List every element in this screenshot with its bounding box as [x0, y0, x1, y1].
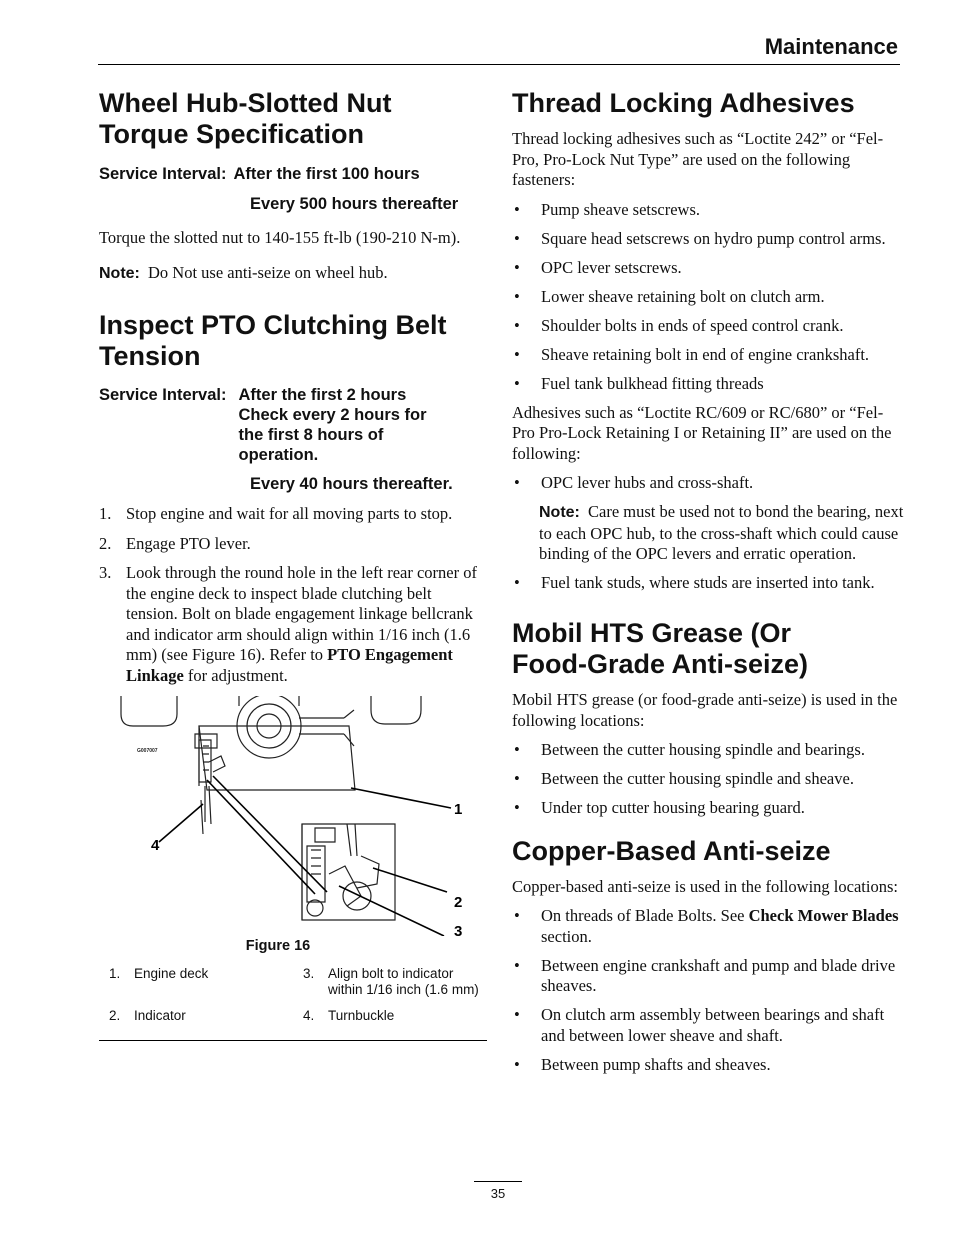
- interval-second: Every 40 hours thereafter.: [250, 475, 453, 493]
- bullet: •: [514, 740, 520, 759]
- bullet-text: OPC lever setscrews.: [541, 257, 682, 277]
- copper-bullet-list: [512, 906, 904, 1075]
- leader-3b: [213, 776, 327, 892]
- bullet-text: OPC lever hubs and cross-shaft.: [541, 473, 754, 492]
- list-item: [512, 200, 904, 221]
- bullet-text: Between the cutter housing spindle and bearings.: [541, 740, 865, 759]
- step-text-part: Look through the round hole in the left rear corner of the engine deck to inspect blade clutching belt tension. Bolt on blade engagement linkage bellcrank and indicator arm should align within 1/16 inch (1.6 mm) (see Figure 16). Refer to: [126, 563, 477, 664]
- legend-item: [293, 966, 487, 998]
- bullet-text: Between engine crankshaft and pump and blade drive sheaves.: [541, 955, 896, 995]
- bullet-text: On clutch arm assembly between bearings and shaft and between lower sheave and shaft.: [541, 1005, 885, 1045]
- list-item: [512, 229, 904, 250]
- bullet-text-part: On threads of Blade Bolts. See: [541, 906, 749, 925]
- figure-code: G007007: [137, 748, 158, 754]
- wheel-hub-body: Torque the slotted nut to 140-155 ft-lb (190-210 N-m).: [99, 228, 461, 247]
- bullet-text: [541, 906, 904, 947]
- bullet: •: [514, 572, 520, 592]
- bullet: •: [514, 955, 520, 975]
- note-text: Do Not use anti-seize on wheel hub.: [148, 262, 388, 282]
- list-item: [512, 316, 904, 337]
- right-column: [512, 88, 904, 1084]
- bullet-text: Lower sheave retaining bolt on clutch arm.: [541, 286, 825, 306]
- bullet-text: Shoulder bolts in ends of speed control crank.: [541, 315, 844, 335]
- bullet-text-part: section.: [541, 926, 592, 946]
- list-item: [512, 258, 904, 279]
- header-rule: [98, 64, 900, 65]
- service-interval-label: Service Interval:: [99, 386, 227, 404]
- page-number-rule: [474, 1181, 522, 1182]
- figure-16-illustration: [99, 696, 487, 936]
- step-number: 3.: [99, 563, 112, 582]
- legend-item: [293, 1008, 487, 1024]
- bullet: •: [514, 769, 520, 788]
- list-item: [512, 374, 904, 395]
- wheel-hub-service-interval: [99, 164, 487, 214]
- deck-tab-right: [371, 696, 421, 724]
- legend-item: [99, 966, 293, 998]
- figure-caption: Figure 16: [245, 938, 311, 954]
- step-text: Stop engine and wait for all moving parts to stop.: [126, 504, 453, 523]
- bullet: •: [514, 798, 520, 817]
- bullet: •: [514, 315, 520, 335]
- left-column: [99, 88, 487, 1041]
- thread-locking-heading: Thread Locking Adhesives: [512, 88, 855, 118]
- bullet-text: Between the cutter housing spindle and sheave.: [541, 769, 854, 788]
- bullet-text: Pump sheave setscrews.: [541, 199, 701, 219]
- list-item: [512, 1055, 904, 1076]
- leader-3c: [339, 886, 444, 936]
- list-item: [512, 473, 904, 494]
- list-item: [512, 345, 904, 366]
- bullet: •: [514, 1054, 520, 1074]
- legend-number: 4.: [303, 1008, 315, 1023]
- step-text: [126, 563, 487, 686]
- list-item: [512, 906, 904, 947]
- list-item: [99, 534, 487, 555]
- bullet-text: Square head setscrews on hydro pump control arms.: [541, 228, 886, 248]
- opc-bullet-list: [512, 473, 904, 494]
- mobil-grease-heading: [512, 618, 904, 680]
- bullet: •: [514, 344, 520, 364]
- list-item: [512, 956, 904, 997]
- legend-rule: [99, 1040, 487, 1041]
- pto-title-line2: Tension: [99, 341, 201, 371]
- legend-number: 1.: [109, 966, 121, 981]
- thread-bullet-list: [512, 200, 904, 395]
- callout-2: 2: [454, 894, 463, 911]
- note-label: Note:: [539, 504, 580, 521]
- list-item: [512, 740, 904, 761]
- bullet: •: [514, 473, 520, 492]
- bullet-text: Fuel tank bulkhead fitting threads: [541, 373, 764, 393]
- callout-3: 3: [454, 923, 463, 936]
- figure-legend: [99, 966, 487, 1024]
- step-number: 1.: [99, 504, 112, 523]
- callout-1: 1: [454, 801, 463, 818]
- legend-item: [99, 1008, 293, 1024]
- step-text-part: for adjustment.: [183, 665, 288, 685]
- leader-1: [351, 788, 451, 808]
- interval-first: After the first 2 hours Check every 2 hours for the first 8 hours of operation.: [238, 386, 427, 464]
- page-number: 35: [490, 1186, 506, 1201]
- mobil-title-line1: Mobil HTS Grease (Or: [512, 618, 792, 648]
- bullet: •: [514, 257, 520, 277]
- callout-4: 4: [151, 837, 160, 854]
- copper-intro: Copper-based anti-seize is used in the following locations:: [512, 876, 898, 896]
- bullet: •: [514, 228, 520, 248]
- leader-3a: [207, 780, 315, 894]
- bullet: •: [514, 286, 520, 306]
- mobil-bullet-list: [512, 740, 904, 819]
- copper-anti-seize-heading: Copper-Based Anti-seize: [512, 835, 831, 866]
- thread-intro: Thread locking adhesives such as “Loctite 242” or “Fel-Pro, Pro-Lock Nut Type” are used on the following fasteners:: [512, 129, 884, 189]
- thread-intro-2: Adhesives such as “Loctite RC/609 or RC/680” or “Fel-Pro Pro-Lock Retaining I or Retaining II” are used on the following:: [512, 402, 892, 463]
- list-item: [512, 287, 904, 308]
- pto-heading: [99, 310, 487, 372]
- deck-tab-left: [121, 696, 177, 726]
- cross-reference: Check Mower Blades: [748, 906, 899, 925]
- bullet: •: [514, 373, 520, 393]
- list-item: [512, 769, 904, 790]
- interval-second: Every 500 hours thereafter: [250, 195, 459, 213]
- bullet-text: Sheave retaining bolt in end of engine crankshaft.: [541, 344, 870, 364]
- bullet: •: [514, 1005, 520, 1024]
- bullet: •: [514, 199, 520, 219]
- wheel-hub-title-line2: Torque Specification: [99, 119, 365, 149]
- list-item: [512, 798, 904, 819]
- leader-2: [373, 868, 447, 892]
- note-text: Care must be used not to bond the bearing, next to each OPC hub, to the cross-shaft which could cause binding of the OPC levers and erratic operation.: [539, 502, 904, 563]
- section-header: Maintenance: [764, 34, 898, 59]
- legend-text: Turnbuckle: [328, 1008, 395, 1023]
- step-number: 2.: [99, 533, 112, 553]
- legend-number: 2.: [109, 1008, 121, 1023]
- pto-steps: [99, 504, 487, 686]
- pto-service-interval: [99, 385, 487, 494]
- opc-note: [539, 502, 904, 565]
- bullet-text: Fuel tank studs, where studs are inserted into tank.: [541, 572, 875, 592]
- list-item: [512, 1005, 904, 1046]
- bullet: •: [514, 906, 520, 925]
- bullet-text: Under top cutter housing bearing guard.: [541, 798, 805, 817]
- fuel-bullet-list: [512, 573, 904, 594]
- cross-reference: PTO Engagement Linkage: [126, 645, 453, 685]
- wheel-hub-title-line1: Wheel Hub-Slotted Nut: [99, 88, 392, 118]
- list-item: [512, 573, 904, 594]
- legend-text: Engine deck: [134, 966, 209, 981]
- legend-text: Indicator: [134, 1008, 186, 1023]
- legend-text: Align bolt to indicator within 1/16 inch (1.6 mm): [328, 966, 479, 997]
- mobil-title-line2: Food-Grade Anti-seize): [512, 649, 809, 679]
- step-text: Engage PTO lever.: [126, 533, 251, 553]
- list-item: [99, 563, 487, 686]
- service-interval-label: Service Interval:: [99, 165, 227, 183]
- linkage-diagram: [99, 696, 487, 936]
- pto-title-line1: Inspect PTO Clutching Belt: [99, 310, 447, 340]
- leader-4: [159, 804, 203, 842]
- list-item: [99, 504, 487, 525]
- bullet-text: Between pump shafts and sheaves.: [541, 1054, 771, 1074]
- mobil-intro: Mobil HTS grease (or food-grade anti-seize) is used in the following locations:: [512, 690, 898, 730]
- note-label: Note:: [99, 264, 140, 282]
- wheel-hub-note: [99, 263, 487, 285]
- legend-number: 3.: [303, 966, 315, 981]
- wheel-hub-heading: [99, 88, 487, 150]
- interval-first: After the first 100 hours: [233, 165, 420, 183]
